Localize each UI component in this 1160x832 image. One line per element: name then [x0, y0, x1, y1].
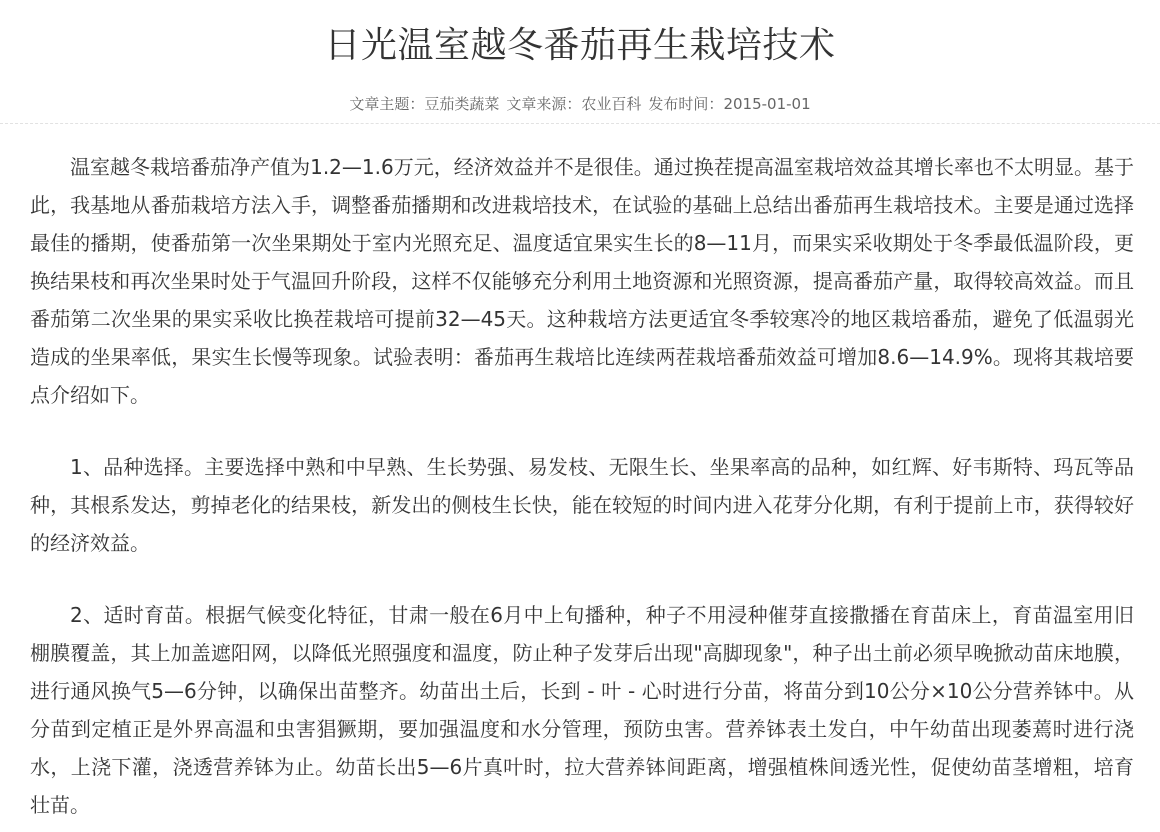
- paragraph: 2、适时育苗。根据气候变化特征，甘肃一般在6月中上旬播种，种子不用浸种催芽直接撒播在育苗床上，育苗温室用旧棚膜覆盖，其上加盖遮阳网，以降低光照强度和温度，防止种子发芽后出现"高脚现象"，种子出土前必须早晚掀动苗床地膜，进行通风换气5—6分钟，以确保出苗整齐。幼苗出土后，长到 - 叶 - 心时进行分苗，将苗分到10公分×10公分营养钵中。从分苗到定植正是外界高温和虫害猖獗期，要加强温度和水分管理，预防虫害。营养钵表土发白，中午幼苗出现萎蔫时进行浇水，上浇下灌，浇透营养钵为止。幼苗长出5—6片真叶时，拉大营养钵间距离，增强植株间透光性，促使幼苗茎增粗，培育壮苗。: [30, 603, 1134, 817]
- source-label: 文章来源：: [506, 95, 582, 113]
- paragraph: 温室越冬栽培番茄净产值为1.2—1.6万元，经济效益并不是很佳。通过换茬提高温室栽培效益其增长率也不太明显。基于此，我基地从番茄栽培方法入手，调整番茄播期和改进栽培技术，在试验的基础上总结出番茄再生栽培技术。主要是通过选择最佳的播期，使番茄第一次坐果期处于室内光照充足、温度适宜果实生长的8—11月，而果实采收期处于冬季最低温阶段，更换结果枝和再次坐果时处于气温回升阶段，这样不仅能够充分利用土地资源和光照资源，提高番茄产量，取得较高效益。而且番茄第二次坐果的果实采收比换茬栽培可提前32—45天。这种栽培方法更适宜冬季较寒冷的地区栽培番茄，避免了低温弱光造成的坐果率低，果实生长慢等现象。试验表明：番茄再生栽培比连续两茬栽培番茄效益可增加8.6—14.9%。现将其栽培要点介绍如下。: [30, 155, 1134, 407]
- paragraph: 1、品种选择。主要选择中熟和中早熟、生长势强、易发枝、无限生长、坐果率高的品种，如红辉、好韦斯特、玛瓦等品种，其根系发达，剪掉老化的结果枝，新发出的侧枝生长快，能在较短的时间内进入花芽分化期，有利于提前上市，获得较好的经济效益。: [30, 455, 1134, 555]
- date-label: 发布时间：: [648, 95, 724, 113]
- article-title: 日光温室越冬番茄再生栽培技术: [324, 25, 836, 66]
- article-body: [0, 148, 1160, 824]
- date-value: 2015-01-01: [723, 95, 811, 113]
- meta-divider: [0, 123, 1160, 124]
- article-meta: [0, 94, 1160, 114]
- topic-label: 文章主题：: [349, 95, 425, 113]
- topic-value[interactable]: 豆茄类蔬菜: [424, 95, 500, 113]
- source-value: 农业百科: [581, 95, 642, 113]
